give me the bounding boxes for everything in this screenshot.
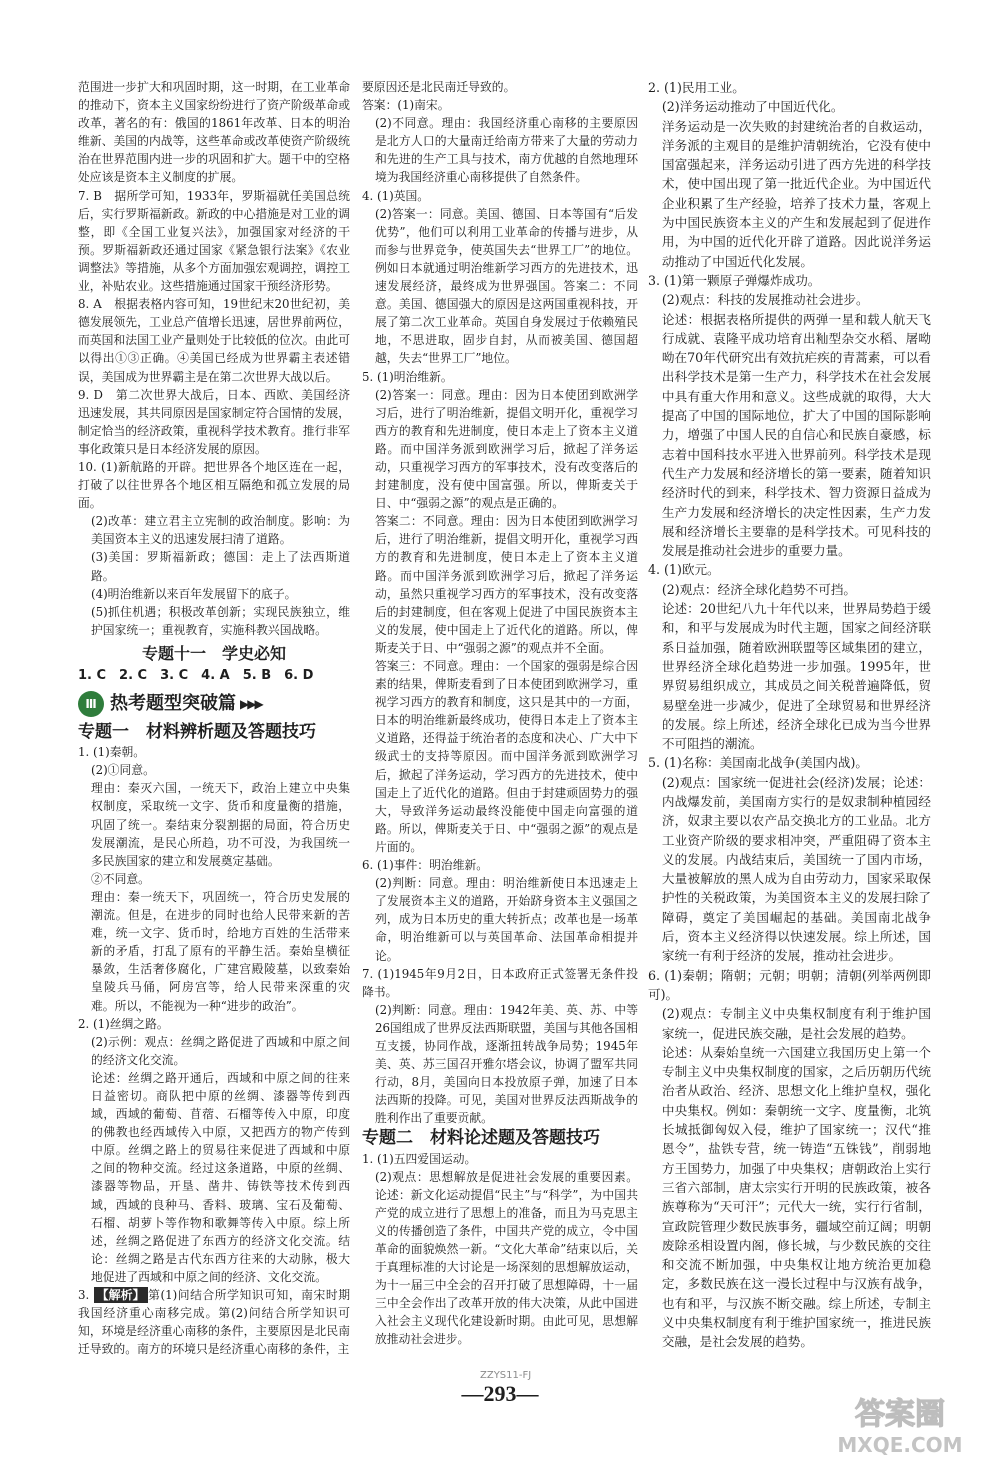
answer-paragraph: 2. (1)丝绸之路。 bbox=[78, 1016, 169, 1031]
question-number: 3. bbox=[78, 1288, 94, 1302]
analysis-tag: 【解析】 bbox=[94, 1287, 148, 1303]
footer-code: ZZYS11-FJ bbox=[480, 1370, 532, 1381]
answer-paragraph: 答案三：不同意。理由：一个国家的强弱是综合因素的结果，俾斯麦看到了日本使团到欧洲学习，重视学习西方的教育和制度，这只是其中的一方面，日本的明治维新最终成功，使得日本走上了资本主义道路，还得益于统治者的态度和决心、广大中下级武士的支持等原因。而中国洋务派到欧洲学习后，掀起了洋务运动，学习西方的先进技术，使中国走上了近代化的道路。但由于封建顽固势力的强大，导致洋务运动最终没能使中国走向富强的道路。所以，俾斯麦关于日、中“强弱之源”的观点是片面的。 bbox=[374, 659, 638, 854]
answer-paragraph: 7. (1)1945年9月2日，日本政府正式签署无条件投降书。 bbox=[362, 966, 638, 999]
answer-paragraph: (2)判断：同意。理由：明治维新使日本迅速走上了发展资本主义的道路，开始跻身资本主义强国之列，成为日本历史的重大转折点；改革也是一场革命，明治维新可以与英国革命、法国革命相提并论。 bbox=[374, 876, 638, 963]
answer-paragraph: 7. B 据所学可知，1933年，罗斯福就任美国总统后，实行罗斯福新政。新政的中心措施是对工业的调整，即《全国工业复兴法》，加强国家对经济的干预。罗斯福新政还通过国家《紧急银行法案》《农业调整法》等措施，从多个方面加强宏观调控，调控工业，补贴农业。这些措施通过国家干预经济形势。 bbox=[78, 188, 350, 294]
answer-paragraph: (4)明治维新以来百年发展留下的底子。 bbox=[90, 586, 297, 601]
answer-paragraph: 洋务运动是一次失败的封建统治者的自救运动，洋务派的主观目的是维护清朝统治，它没有使中国富强起来，洋务运动引进了西方先进的科学技术，使中国出现了第一批近代企业。为中国近代企业积累了生产经验，培养了技术力量，客观上为中国民族资本主义的产生和发展起到了促进作用，为中国的近代化开辟了道路。因此说洋务运动推动了中国近代化发展。 bbox=[661, 118, 931, 269]
analysis-text: 第(1)问结合所学知识可知，南宋时期我国经济重心南移完成。第(2)问结合所学知识可知，环境是经济重心南移的条件，主要原因是北民南迁导致的。南方的环境只是经济重心南移的条件，主 bbox=[78, 1288, 350, 1357]
topic-heading: 专题十一 学史必知 bbox=[141, 643, 286, 663]
watermark-url: MXQE.COM bbox=[837, 1433, 963, 1457]
answer-paragraph: (2)观点：思想解放是促进社会发展的重要因素。论述：新文化运动提倡“民主”与“科学”，为中国共产党的成立进行了思想上的准备，而且为马克思主义的传播创造了条件，中国共产党的成立，令中国革命的面貌焕然一新。“文化大革命”结束以后，关于真理标准的大讨论是一场深刻的思想解放运动，为十一届三中全会的召开打破了思想障碍，十一届三中全会作出了改革开放的伟大决策，从此中国进入社会主义现代化建设新时期。由此可见，思想解放推动社会进步。 bbox=[374, 1169, 638, 1347]
answer-paragraph: (2)判断：同意。理由：1942年美、英、苏、中等26国组成了世界反法西斯联盟，美国与其他各国相互支援，协同作战，逐渐扭转战争局势；1945年美、英、苏三国召开雅尔塔会议，协调了盟军共同行动，8月，美国向日本投放原子弹，加速了日本法西斯的投降。可见，美国对世界反法西斯战争的胜利作出了重要贡献。 bbox=[374, 1002, 638, 1126]
answer-paragraph: 论述：从秦始皇统一六国建立我国历史上第一个专制主义中央集权制度的国家，之后历朝历代统治者从政治、经济、思想文化上维护皇权，强化中央集权。例如：秦朝统一文字、度量衡，北筑长城抵御匈奴入侵，维护了国家统一；汉代“推恩令”，盐铁专营，统一铸造“五铢钱”，削弱地方王国势力，加强了中央集权；唐朝政治上实行三省六部制，唐太宗实行开明的民族政策，被各族尊称为“天可汗”；元代大一统，实行行省制，宣政院管理少数民族事务，疆域空前辽阔；明朝废除丞相设置内阁，修长城，与少数民族的交往和交流不断加强，中央集权让地方统治更加稳定，多数民族在这一漫长过程中与汉族有战争，也有和平，与汉族不断交融。综上所述，专制主义中央集权制度有利于维护国家统一，推进民族交融，是社会发展的趋势。 bbox=[661, 1044, 931, 1350]
column-left bbox=[78, 78, 350, 1358]
section-title: 热考题型突破篇 bbox=[110, 693, 236, 715]
answer-paragraph: 4. (1)英国。 bbox=[362, 188, 430, 203]
answer-paragraph: (2)示例：观点：丝绸之路促进了西域和中原之间的经济文化交流。 bbox=[90, 1034, 350, 1067]
answer-paragraph: 论述：20世纪八九十年代以来，世界局势趋于缓和，和平与发展成为时代主题，国家之间经济联系日益加强，随着欧洲联盟等区域集团的建立，世界经济全球化趋势进一步加强。1995年，世界贸易组织成立，其成员之间关税普遍降低，贸易壁垒进一步减少，促进了全球贸易和世界经济的发展。综上所述，经济全球化已成为当今世界不可阻挡的潮流。 bbox=[661, 601, 931, 752]
answer-paragraph: (2)观点：国家统一促进社会(经济)发展；论述：内战爆发前，美国南方实行的是奴隶制种植园经济，奴隶主要以农产品交换北方的工业品。北方工业资产阶级的要求相冲突，严重阻碍了资本主义的发展。内战结束后，美国统一了国内市场，大量被解放的黑人成为自由劳动力，国家采取保护性的关税政策，为美国资本主义的发展扫除了障碍，奠定了美国崛起的基础。美国南北战争后，资本主义经济得以快速发展。综上所述，国家统一有利于经济的发展，推动社会进步。 bbox=[661, 774, 931, 964]
column-right bbox=[648, 78, 931, 1352]
answer-paragraph: (2)改革：建立君主立宪制的政治制度。影响：为美国资本主义的迅速发展扫清了道路。 bbox=[90, 514, 350, 547]
answer-paragraph: 3. (1)第一颗原子弹爆炸成功。 bbox=[648, 272, 821, 288]
answer-paragraph: 2. (1)民用工业。 bbox=[648, 80, 745, 95]
answer-paragraph: (2)不同意。理由：我国经济重心南移的主要原因是北方人口的大量南迁给南方带来了大量的劳动力和先进的生产工具与技术，南方优越的自然地理环境为我国经济重心南移提供了自然条件。 bbox=[374, 116, 638, 185]
answer-paragraph bbox=[78, 1286, 350, 1358]
answer-paragraph: (2)答案一：同意。美国、德国、日本等国有“后发优势”，他们可以利用工业革命的传播与进步，从而参与世界竞争，使英国失去“世界工厂”的地位。例如日本就通过明治维新学习西方的先进技术，迅速发展经济，最终成为世界强国。答案二：不同意。美国、德国强大的原因是这两国重视科技，开展了第二次工业革命。英国自身发展过于依赖殖民地，不思进取，固步自封，从而被美国、德国超越，失去“世界工厂”地位。 bbox=[374, 206, 638, 366]
watermark-logo bbox=[818, 1388, 983, 1460]
answer-paragraph: 5. (1)明治维新。 bbox=[362, 369, 453, 384]
answer-paragraph: 10. (1)新航路的开辟。把世界各个地区连在一起，打破了以往世界各个地区相互隔绝和孤立发展的局面。 bbox=[78, 459, 350, 511]
answer-paragraph: 4. (1)欧元。 bbox=[648, 562, 720, 578]
answer-paragraph: 答案二：不同意。理由：因为日本使团到欧洲学习后，进行了明治维新，提倡文明开化，重视学习西方的教育和先进制度，使日本走上了资本主义道路。而中国洋务派到欧洲学习后，掀起了洋务运动，虽然只重视学习西方的军事技术，没有改变落后的封建制度，但在客观上促进了中国民族资本主义的发展，使中国走上了近代化的道路。所以，俾斯麦关于日、中“强弱之源”的观点并不全面。 bbox=[374, 514, 638, 655]
watermark-title: 答案圈 bbox=[855, 1397, 945, 1432]
answer-paragraph: 要原因还是北民南迁导致的。 bbox=[362, 80, 516, 94]
answer-paragraph: 8. A 根据表格内容可知，19世纪末20世纪初，美德发展领先，工业总产值增长迅速，居世界前两位，而英国和法国工业产量则处于比较低的位次。由此可以得出①③正确。④美国已经成为世界霸主表述错误，美国成为世界霸主是在第二次世界大战以后。 bbox=[78, 297, 350, 384]
section-banner bbox=[78, 691, 350, 717]
answer-paragraph: 6. (1)秦朝；隋朝；元朝；明朝；清朝(列举两例即可)。 bbox=[648, 967, 931, 1002]
answer-paragraph: 理由：秦一统天下，巩固统一，符合历史发展的潮流。但是，在进步的同时也给人民带来新的苦难，统一文字、货币时，给地方百姓的生活带来新的矛盾，打乱了原有的平静生活。秦始皇横征暴敛，生活奢侈腐化，广建宫殿陵墓，以致秦始皇陵兵马俑，阿房宫等，给人民带来深重的灾难。所以，不能视为一种“进步的政治”。 bbox=[90, 889, 350, 1013]
answer-paragraph: 5. (1)名称：美国南北战争(美国内战)。 bbox=[648, 755, 868, 771]
answer-paragraph: (2)答案一：同意。理由：因为日本使团到欧洲学习后，进行了明治维新，提倡文明开化，重视学习西方的教育和先进制度，使日本走上了资本主义道路。而中国洋务派到欧洲学习后，掀起了洋务运动，只重视学习西方的军事技术，没有改变落后的封建制度，没有使中国富强。所以，俾斯麦关于日、中“强弱之源”的观点是正确的。 bbox=[374, 387, 638, 511]
arrows-icon: ▶▶▶ bbox=[240, 697, 262, 712]
answer-paragraph: (2)观点：科技的发展推动社会进步。 bbox=[661, 292, 869, 308]
answer-paragraph: 6. (1)事件：明治维新。 bbox=[362, 858, 489, 873]
answer-paragraph: (2)①同意。 bbox=[90, 763, 155, 778]
answer-paragraph: 9. D 第二次世界大战后，日本、西欧、美国经济迅速发展，其共同原因是国家制定符合国情的发展，制定恰当的经济政策，重视科学技术教育。推行非军事化政策只是日本经济发展的原因。 bbox=[78, 387, 350, 456]
answer-paragraph: (2)观点：经济全球化趋势不可挡。 bbox=[661, 581, 857, 597]
answer-paragraph: ②不同意。 bbox=[90, 871, 150, 886]
answer-paragraph: 1. (1)秦朝。 bbox=[78, 745, 146, 760]
section-badge-icon: Ⅲ bbox=[78, 691, 104, 717]
column-middle bbox=[362, 78, 638, 1349]
topic-heading: 专题二 材料论述题及答题技巧 bbox=[362, 1128, 600, 1149]
answer-paragraph: (2)观点：专制主义中央集权制度有利于维护国家统一，促进民族交融，是社会发展的趋势。 bbox=[661, 1006, 931, 1041]
answer-paragraph: 答案：(1)南宋。 bbox=[362, 98, 450, 113]
answer-paragraph: 理由：秦灭六国，一统天下，政治上建立中央集权制度，采取统一文字、货币和度量衡的措施，巩固了统一。秦结束分裂割据的局面，符合历史发展潮流，是民心所趋，功不可没，为我国统一多民族国家的建立和发展奠定基础。 bbox=[90, 781, 350, 868]
answer-paragraph: (5)抓住机遇；积极改革创新；实现民族独立，维护国家统一；重视教育，实施科教兴国战略。 bbox=[90, 604, 350, 637]
answer-paragraph: (2)洋务运动推动了中国近代化。 bbox=[661, 99, 844, 115]
page-number: —293— bbox=[461, 1381, 539, 1406]
answer-paragraph: 论述：根据表格所提供的两弹一星和载人航天飞行成就、袁隆平成功培育出籼型杂交水稻、屠呦呦在70年代研究出有效抗疟疾的青蒿素，可以看出科学技术是第一生产力，科学技术在社会发展中具有重大作用和意义。这些成就的取得，大大提高了中国的国际地位，扩大了中国的国际影响力，增强了中国人民的自信心和民族自豪感，标志着中国科技水平进入世界前列。科学技术是现代生产力发展和经济增长的第一要素，随着知识经济时代的到来，科学技术、智力资源日益成为生产力发展和经济增长的决定性因素，生产力发展和经济增长主要靠的是科学技术。可见科技的发展是推动社会进步的重要力量。 bbox=[661, 311, 931, 559]
answer-paragraph: 论述：丝绸之路开通后，西域和中原之间的往来日益密切。商队把中原的丝绸、漆器等传到西域，西域的葡萄、苜蓿、石榴等传入中原，印度的佛教也经西域传入中原，又把西方的物产传到中原。丝绸之路上的贸易往来促进了西域和中原之间的物种交流。经过这条道路，中原的丝绸、漆器等物品，开垦、凿井、铸铁等技术传到西域，西域的良种马、香料、玻璃、宝石及葡萄、石榴、胡萝卜等作物和歌舞等传入中原。综上所述，丝绸之路促进了东西方的经济文化交流。结论：丝绸之路是古代东西方往来的大动脉，极大地促进了西域和中原之间的经济、文化交流。 bbox=[90, 1070, 350, 1284]
answer-paragraph: 1. (1)五四爱国运动。 bbox=[362, 1151, 477, 1166]
answer-key-row: 1. C 2. C 3. C 4. A 5. B 6. D bbox=[78, 668, 314, 683]
answer-paragraph: 范围进一步扩大和巩固时期，这一时期，在工业革命的推动下，资本主义国家纷纷进行了资产阶级革命或改革，著名的有：俄国的1861年改革、日本的明治维新、美国的内战等，这些革命或改革使资产阶级统治在世界范围内进一步的巩固和扩大。题干中的空格处应该是资本主义制度的扩展。 bbox=[78, 80, 350, 185]
answer-paragraph: (3)美国：罗斯福新政；德国：走上了法西斯道路。 bbox=[90, 550, 350, 583]
topic-heading: 专题一 材料辨析题及答题技巧 bbox=[78, 722, 316, 743]
